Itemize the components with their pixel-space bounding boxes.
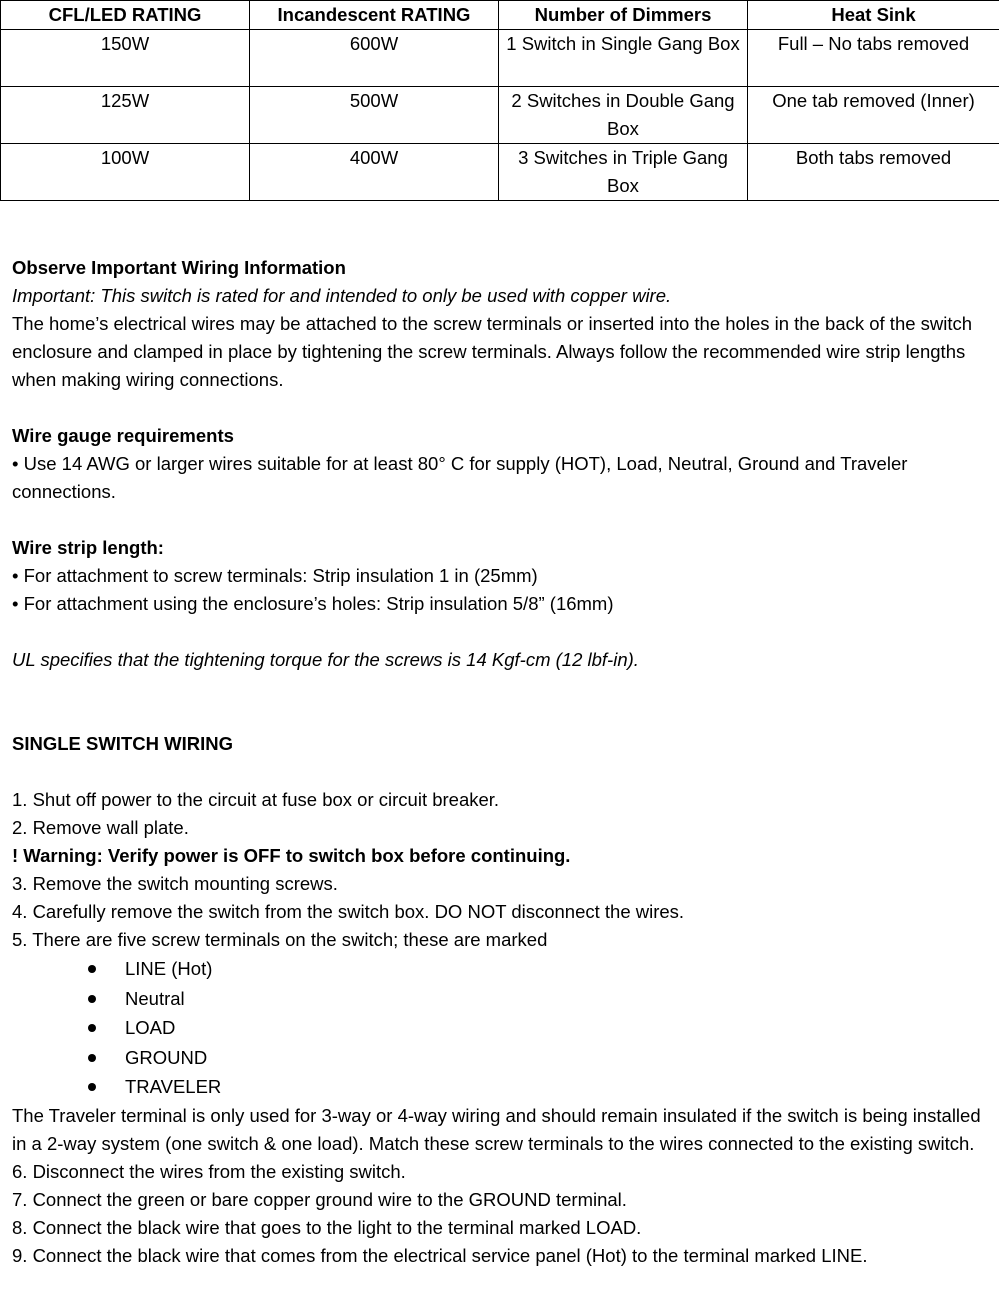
bullet-icon: [88, 995, 96, 1003]
table-cell: 500W: [250, 87, 499, 144]
instructions-body: [12, 254, 987, 1270]
table-cell: 600W: [250, 30, 499, 87]
step: 7. Connect the green or bare copper ground wire to the GROUND terminal.: [12, 1188, 627, 1210]
step: 4. Carefully remove the switch from the switch box. DO NOT disconnect the wires.: [12, 901, 685, 922]
table-cell: 1 Switch in Single Gang Box: [499, 30, 748, 87]
table-cell: 150W: [1, 30, 250, 87]
list-item: Neutral: [12, 984, 987, 1014]
table-cell: Both tabs removed: [748, 144, 999, 201]
column-header-incandescent: Incandescent RATING: [250, 1, 499, 30]
wire-gauge-text: • Use 14 AWG or larger wires suitable for at least 80° C for supply (HOT), Load, Neutral, Ground and Traveler connections.: [12, 453, 908, 502]
step: 1. Shut off power to the circuit at fuse box or circuit breaker.: [12, 789, 500, 810]
column-header-dimmers: Number of Dimmers: [499, 1, 748, 30]
step: 2. Remove wall plate.: [12, 817, 189, 838]
table-cell: 3 Switches in Triple Gang Box: [499, 144, 748, 201]
list-item: GROUND: [12, 1043, 987, 1073]
bullet-icon: [88, 1083, 96, 1091]
traveler-note: The Traveler terminal is only used for 3-way or 4-way wiring and should remain insulated if the switch is being installed in a 2-way system (one switch & one load). Match these screw terminals to the wires connected to the existing switch.: [12, 1104, 981, 1154]
bullet-icon: [88, 1024, 96, 1032]
warning-text: ! Warning: Verify power is OFF to switch box before continuing.: [12, 845, 571, 866]
step: 9. Connect the black wire that comes from the electrical service panel (Hot) to the terminal marked LINE.: [12, 1244, 868, 1266]
table-cell: One tab removed (Inner): [748, 87, 999, 144]
wire-gauge-heading: Wire gauge requirements: [12, 425, 234, 446]
list-item: LINE (Hot): [12, 954, 987, 984]
wiring-info-paragraph: The home’s electrical wires may be attached to the screw terminals or inserted into the holes in the back of the switch enclosure and clamped in place by tightening the screw terminals. Always follow the recommended wire strip lengths when making wiring connections.: [12, 313, 973, 390]
terminal-list: [12, 954, 987, 1102]
wire-strip-line: • For attachment using the enclosure’s holes: Strip insulation 5/8” (16mm): [12, 593, 614, 614]
step: 3. Remove the switch mounting screws.: [12, 873, 338, 894]
dimmer-rating-table: [0, 0, 999, 201]
table-row: [1, 30, 999, 87]
table-row: [1, 87, 999, 144]
column-header-heat-sink: Heat Sink: [748, 1, 999, 30]
step: 8. Connect the black wire that goes to the light to the terminal marked LOAD.: [12, 1216, 642, 1238]
table-header-row: [1, 1, 999, 30]
step: 6. Disconnect the wires from the existing switch.: [12, 1160, 406, 1182]
bullet-icon: [88, 965, 96, 973]
wiring-info-heading: Observe Important Wiring Information: [12, 257, 346, 278]
wire-strip-heading: Wire strip length:: [12, 537, 164, 558]
table-cell: 2 Switches in Double Gang Box: [499, 87, 748, 144]
table-cell: 100W: [1, 144, 250, 201]
step: 5. There are five screw terminals on the switch; these are marked: [12, 929, 548, 950]
single-switch-heading: SINGLE SWITCH WIRING: [12, 733, 233, 754]
table-row: [1, 144, 999, 201]
list-item: TRAVELER: [12, 1072, 987, 1102]
list-item: LOAD: [12, 1013, 987, 1043]
bullet-icon: [88, 1054, 96, 1062]
wire-strip-line: • For attachment to screw terminals: Strip insulation 1 in (25mm): [12, 565, 538, 586]
table-cell: 125W: [1, 87, 250, 144]
table-cell: Full – No tabs removed: [748, 30, 999, 87]
copper-wire-notice: Important: This switch is rated for and intended to only be used with copper wire.: [12, 285, 672, 306]
table-cell: 400W: [250, 144, 499, 201]
torque-note: UL specifies that the tightening torque for the screws is 14 Kgf-cm (12 lbf-in).: [12, 649, 639, 670]
column-header-cfl: CFL/LED RATING: [1, 1, 250, 30]
